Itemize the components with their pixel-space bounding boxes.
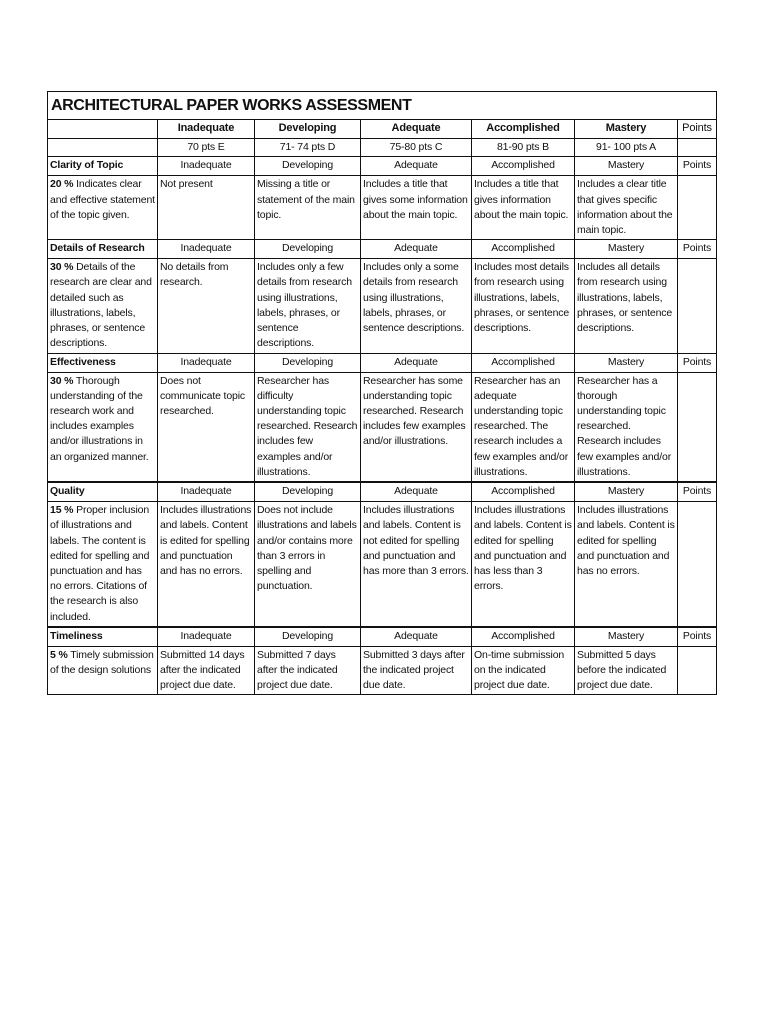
points-label: Points [678, 353, 717, 372]
score-range: 81-90 pts B [472, 139, 575, 157]
rubric-cell: Submitted 5 days before the indicated project due date. [575, 646, 678, 695]
rubric-cell: Includes most details from research using illustrations, labels, phrases, or sentence descriptions. [472, 259, 575, 353]
rubric-cell: Includes only a some details from research using illustrations, labels, phrases, or sentence descriptions. [361, 259, 472, 353]
points-cell [678, 176, 717, 240]
header-level: Developing [255, 120, 361, 139]
criterion-row [48, 176, 717, 240]
points-cell [678, 372, 717, 482]
criterion-description: Indicates clear and effective statement of the topic given. [50, 178, 155, 221]
page-title: ARCHITECTURAL PAPER WORKS ASSESSMENT [48, 92, 717, 120]
level-label: Mastery [575, 353, 678, 372]
criterion-description-cell [48, 646, 158, 695]
header-level: Mastery [575, 120, 678, 139]
level-label: Inadequate [158, 240, 255, 259]
rubric-cell: Includes illustrations and labels. Content is not edited for spelling and punctuation and has more than 3 errors. [361, 502, 472, 627]
rubric-cell: Includes a title that gives some information about the main topic. [361, 176, 472, 240]
level-label: Accomplished [472, 240, 575, 259]
points-cell [678, 502, 717, 627]
points-label: Points [678, 482, 717, 502]
criterion-name: Timeliness [48, 627, 158, 647]
criterion-weight: 30 % [50, 374, 74, 387]
rubric-cell: Researcher has a thorough understanding topic researched. Research includes few examples and/or illustrations. [575, 372, 678, 482]
header-points: Points [678, 120, 717, 139]
criterion-description: Thorough understanding of the research work and includes examples and/or illustrations in an organized manner. [50, 374, 149, 463]
header-level: Accomplished [472, 120, 575, 139]
level-label: Developing [255, 627, 361, 647]
level-label: Accomplished [472, 627, 575, 647]
level-label: Accomplished [472, 157, 575, 176]
level-label: Mastery [575, 627, 678, 647]
rubric-cell: No details from research. [158, 259, 255, 353]
criterion-name: Quality [48, 482, 158, 502]
score-range: 91- 100 pts A [575, 139, 678, 157]
rubric-cell: Submitted 14 days after the indicated project due date. [158, 646, 255, 695]
criterion-row [48, 646, 717, 695]
rubric-cell: Submitted 3 days after the indicated project due date. [361, 646, 472, 695]
level-label: Adequate [361, 482, 472, 502]
level-label: Inadequate [158, 627, 255, 647]
level-label: Inadequate [158, 482, 255, 502]
level-label: Adequate [361, 627, 472, 647]
rubric-cell: Includes illustrations and labels. Content is edited for spelling and punctuation and has no errors. [575, 502, 678, 627]
rubric-table [47, 91, 717, 695]
level-label: Developing [255, 482, 361, 502]
criterion-name: Details of Research [48, 240, 158, 259]
level-label: Adequate [361, 353, 472, 372]
points-label: Points [678, 627, 717, 647]
criterion-description: Proper inclusion of illustrations and labels. The content is edited for spelling and punctuation and has no errors. Citations of the research is also included. [50, 504, 150, 623]
criterion-weight: 20 % [50, 178, 74, 191]
rubric-cell: Includes a clear title that gives specific information about the main topic. [575, 176, 678, 240]
rubric-cell: Missing a title or statement of the main topic. [255, 176, 361, 240]
points-cell [678, 259, 717, 353]
score-range: 70 pts E [158, 139, 255, 157]
level-label: Adequate [361, 157, 472, 176]
rubric-cell: Does not communicate topic researched. [158, 372, 255, 482]
criterion-row [48, 372, 717, 482]
criterion-name: Clarity of Topic [48, 157, 158, 176]
criterion-row [48, 259, 717, 353]
header-level: Inadequate [158, 120, 255, 139]
level-label: Developing [255, 353, 361, 372]
level-label: Accomplished [472, 353, 575, 372]
level-label: Mastery [575, 157, 678, 176]
level-label: Adequate [361, 240, 472, 259]
rubric-cell: Researcher has some understanding topic researched. Research includes few examples and/or illustrations. [361, 372, 472, 482]
rubric-cell: Does not include illustrations and labels and/or contains more than 3 errors in spelling and punctuation. [255, 502, 361, 627]
criterion-weight: 5 % [50, 648, 68, 661]
points-label: Points [678, 240, 717, 259]
level-label: Mastery [575, 240, 678, 259]
rubric-cell: Not present [158, 176, 255, 240]
header-blank [48, 120, 158, 139]
rubric-cell: Includes only a few details from research using illustrations, labels, phrases, or sentence descriptions. [255, 259, 361, 353]
criterion-description: Timely submission of the design solutions [50, 648, 154, 677]
rubric-cell: Researcher has difficulty understanding topic researched. Research includes few examples and/or illustrations. [255, 372, 361, 482]
score-range: 75-80 pts C [361, 139, 472, 157]
score-blank [48, 139, 158, 157]
rubric-cell: Includes illustrations and labels. Content is edited for spelling and punctuation and has no errors. [158, 502, 255, 627]
score-range: 71- 74 pts D [255, 139, 361, 157]
criterion-description: Details of the research are clear and detailed such as illustrations, labels, phrases, or sentence descriptions. [50, 261, 152, 350]
criterion-weight: 15 % [50, 504, 74, 517]
criterion-description-cell [48, 176, 158, 240]
criterion-description-cell [48, 259, 158, 353]
level-label: Accomplished [472, 482, 575, 502]
level-label: Mastery [575, 482, 678, 502]
rubric-cell: Researcher has an adequate understanding topic researched. The research includes a few examples and/or illustrations. [472, 372, 575, 482]
level-label: Developing [255, 240, 361, 259]
rubric-cell: On-time submission on the indicated project due date. [472, 646, 575, 695]
rubric-cell: Includes illustrations and labels. Content is edited for spelling and punctuation and has less than 3 errors. [472, 502, 575, 627]
rubric-cell: Includes all details from research using illustrations, labels, phrases, or sentence descriptions. [575, 259, 678, 353]
criterion-description-cell [48, 502, 158, 627]
points-label: Points [678, 157, 717, 176]
criterion-weight: 30 % [50, 261, 74, 274]
criterion-row [48, 502, 717, 627]
rubric-cell: Includes a title that gives information about the main topic. [472, 176, 575, 240]
points-cell [678, 646, 717, 695]
criterion-description-cell [48, 372, 158, 482]
score-points-blank [678, 139, 717, 157]
level-label: Inadequate [158, 157, 255, 176]
criterion-name: Effectiveness [48, 353, 158, 372]
level-label: Inadequate [158, 353, 255, 372]
level-label: Developing [255, 157, 361, 176]
header-level: Adequate [361, 120, 472, 139]
rubric-cell: Submitted 7 days after the indicated project due date. [255, 646, 361, 695]
